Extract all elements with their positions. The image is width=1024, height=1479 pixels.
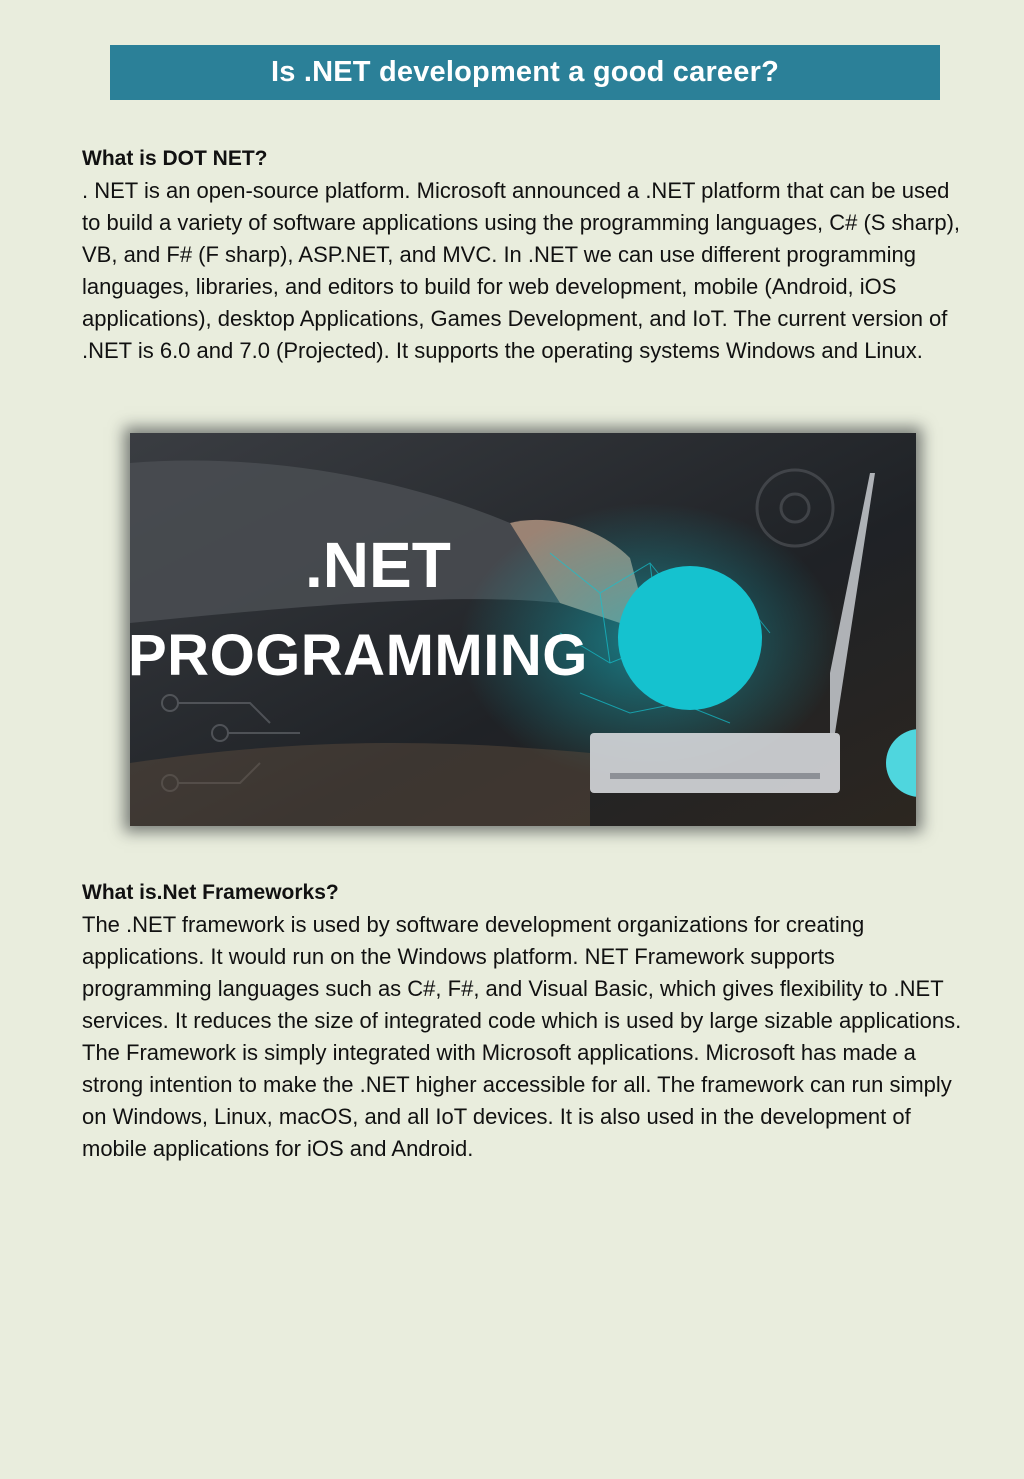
hero-title-programming: PROGRAMMING — [128, 623, 588, 688]
section-body: . NET is an open-source platform. Microsoft announced a .NET platform that can be used to build a variety of software applications using the programming languages, C# (S sharp), VB, and F# (F sharp), ASP.NET, and MVC. In .NET we can use different programming languages, libraries, and editors to build for web development, mobile (Android, iOS applications), desktop Applications, Games Development, and IoT. The current version of .NET is 6.0 and 7.0 (Projected). It supports the operating systems Windows and Linux. — [82, 178, 961, 363]
section-what-is-dotnet — [82, 143, 964, 367]
page-title: Is .NET development a good career? — [271, 56, 779, 88]
section-heading: What is.Net Frameworks? — [82, 881, 339, 904]
table-surface — [130, 743, 590, 826]
section-heading: What is DOT NET? — [82, 147, 268, 170]
laptop-vent — [610, 773, 820, 779]
laptop-base — [590, 733, 840, 793]
hero-title-net: .NET — [305, 529, 451, 601]
section-body: The .NET framework is used by software development organizations for creating applications. It would run on the Windows platform. NET Framework supports programming languages such as C#, F#, and Visual Basic, which gives flexibility to .NET services. It reduces the size of integrated code which is used by large sizable applications. The Framework is simply integrated with Microsoft applications. Microsoft has made a strong intention to make the .NET higher accessible for all. The framework can run simply on Windows, Linux, macOS, and all IoT devices. It is also used in the development of mobile applications for iOS and Android. — [82, 912, 962, 1161]
section-what-is-net-frameworks — [82, 877, 964, 1165]
title-banner — [110, 45, 940, 100]
accent-circle-large — [618, 566, 762, 710]
